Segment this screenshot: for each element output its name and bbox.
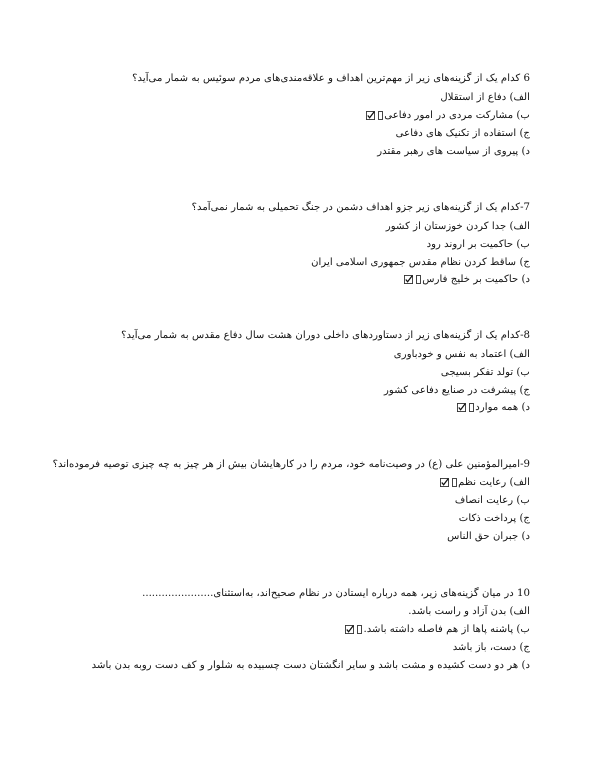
question-8-option-a: الف) اعتماد به نفس و خودباوری (393, 349, 530, 360)
empty-box-icon (378, 111, 383, 120)
question-9-option-c: ج) پرداخت ذکات (458, 513, 530, 524)
option-label: ب) مشارکت مردی در امور دفاعی (384, 110, 530, 121)
question-8-option-d (455, 401, 530, 415)
question-7-option-c: ج) ساقط کردن نظام مقدس جمهوری اسلامی ایران (311, 257, 530, 268)
empty-box-icon (357, 625, 362, 634)
question-10-option-c: ج) دست، باز باشد (452, 642, 530, 653)
option-label: د) همه موارد (475, 402, 530, 413)
question-9-option-d: د) جبران حق الناس (447, 531, 530, 542)
empty-box-icon (416, 275, 421, 284)
checked-box-icon (404, 275, 413, 284)
option-label: ب) پاشنه پاها از هم فاصله داشته باشد. (363, 624, 530, 635)
question-6-option-a: الف) دفاع از استقلال (440, 92, 530, 103)
question-7-option-a: الف) جدا کردن خوزستان از کشور (385, 221, 530, 232)
question-6-option-c: ج) استفاده از تکنیک های دفاعی (395, 128, 530, 139)
question-8-text: 8-کدام یک از گزینه‌های زیر از دستاوردهای داخلی دوران هشت سال دفاع مقدس به شمار می‌آید؟ (121, 330, 530, 341)
question-9-option-b: ب) رعایت انصاف (454, 495, 530, 506)
question-6-option-d: د) پیروی از سیاست های رهبر مقتدر (377, 146, 530, 157)
question-7-option-d (402, 273, 530, 287)
empty-box-icon (469, 403, 474, 412)
question-10-option-b (343, 623, 530, 637)
question-6-text: 6 کدام یک از گزینه‌های زیر از مهم‌ترین اهداف و علاقه‌مندی‌های مردم سوئیس به شمار می‌آید؟ (132, 73, 530, 84)
question-8-option-c: ج) پیشرفت در صنایع دفاعی کشور (384, 385, 530, 396)
checked-box-icon (366, 111, 375, 120)
checked-box-icon (457, 403, 466, 412)
question-8-option-b: ب) تولد تفکر بسیجی (440, 367, 530, 378)
question-7-option-b: ب) حاکمیت بر اروند رود (426, 239, 530, 250)
question-9-text: 9-امیرالمؤمنین علی (ع) در وصیت‌نامه خود، مردم را در کارهایشان بیش از هر چیز به چه چیزی توصیه فرموده‌اند؟ (52, 459, 530, 470)
question-6-option-b (364, 109, 530, 123)
option-label: الف) رعایت نظم (458, 477, 530, 488)
checked-box-icon (345, 625, 354, 634)
option-label: د) حاکمیت بر خلیج فارس (422, 274, 530, 285)
question-10-option-d: د) هر دو دست کشیده و مشت باشد و سایر انگشتان دست چسبیده به شلوار و کف دست روبه بدن باشد (91, 660, 530, 671)
checked-box-icon (440, 478, 449, 487)
question-10-option-a: الف) بدن آزاد و راست باشد. (408, 606, 530, 617)
question-10-text: 10 در میان گزینه‌های زیر، همه درباره ایستادن در نظام صحیح‌اند، به‌استثنای...................... (142, 588, 530, 599)
empty-box-icon (452, 478, 457, 487)
question-9-option-a (438, 476, 530, 490)
question-7-text: 7-کدام یک از گزینه‌های زیر جزو اهداف دشمن در جنگ تحمیلی به شمار نمی‌آمد؟ (191, 202, 530, 213)
